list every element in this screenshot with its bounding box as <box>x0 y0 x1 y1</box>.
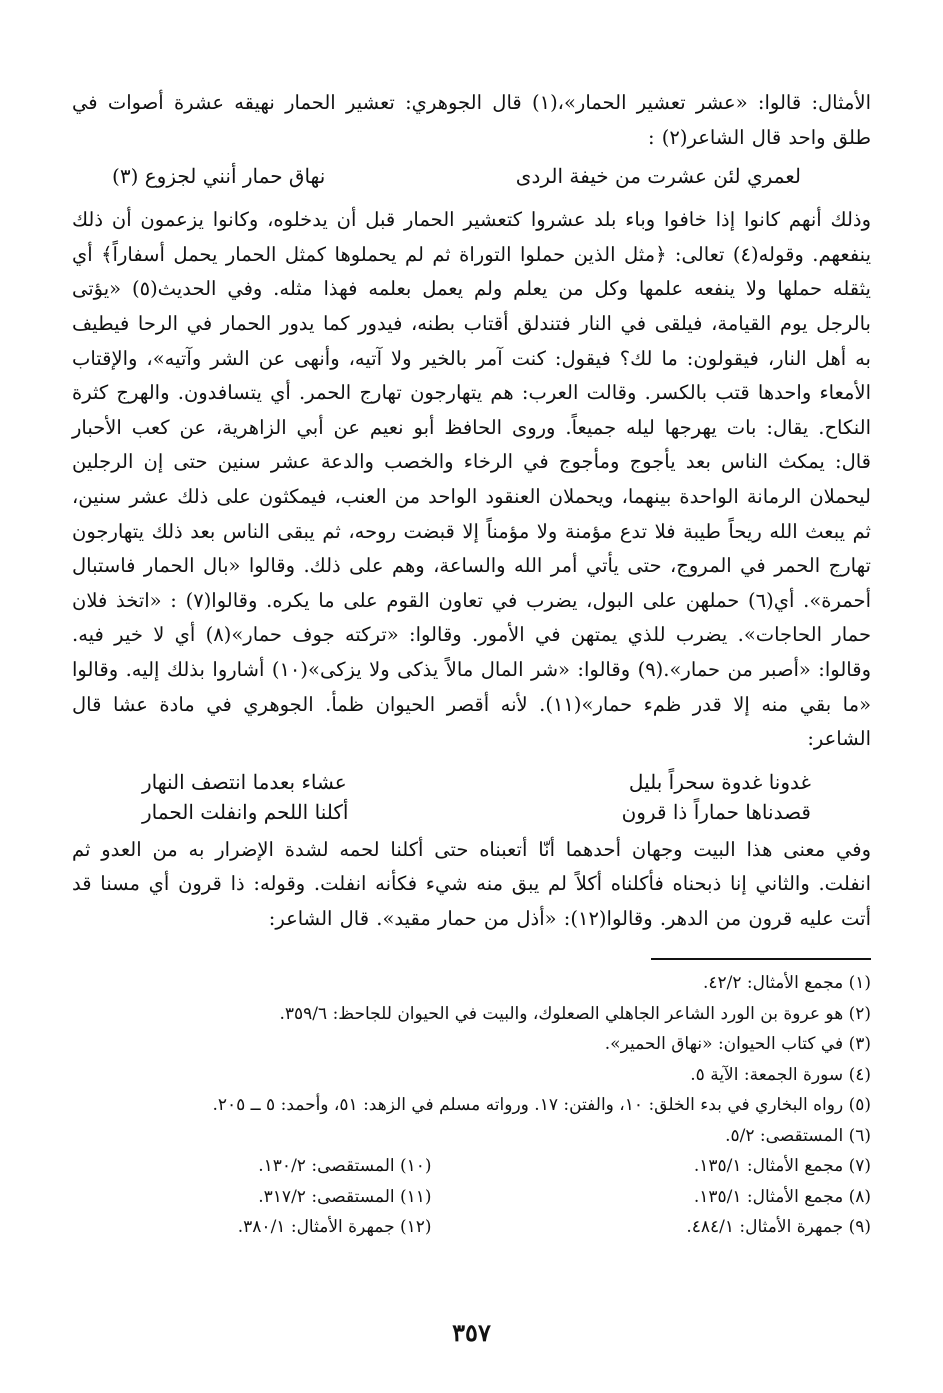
verse-one-first-hemistich: لعمري لئن عشرت من خيفة الردى <box>515 164 801 189</box>
footnote-10: (١٠) المستقصى: ١٣٠/٢. <box>258 1156 432 1177</box>
footnotes <box>72 968 871 1243</box>
footnote-4: (٤) سورة الجمعة: الآية ٥. <box>690 1064 871 1085</box>
footnote-8: (٨) مجمع الأمثال: ١٣٥/١. <box>693 1186 871 1207</box>
paragraph-main: وذلك أنهم كانوا إذا خافوا وباء بلد عشروا كتعشير الحمار قبل أن يدخلوه، وكانوا يزعمون أن ذلك ينفعهم. وقوله(٤) تعالى: ﴿مثل الذين حملوا التوراة ثم لم يحملوها كمثل الحمار يحمل أسفاراً﴾ أي يثقله حملها ولا ينفعه علمها وكل من يعلم ولم يعمل بعلمه فهذا مثله. وفي الحديث(٥) «يؤتى بالرجل يوم القيامة، فيلقى في النار فتندلق أقتاب بطنه، فيدور كما يدور الحمار في الرحا فيطيف به أهل النار، فيقولون: ما لك؟ فيقول: كنت آمر بالخير ولا آتيه، وأنهى عن الشر وآتيه»، والإقتاب الأمعاء واحدها قتب بالكسر. وقالت العرب: هم يتهارجون تهارج الحمر. أي يتسافدون. والهرج كثرة النكاح. يقال: بات يهرجها ليله جميعاً. وروى الحافظ أبو نعيم عن أبي الزاهرية، عن كعب الأحبار قال: يمكث الناس بعد يأجوج ومأجوج في الرخاء والخصب والدعة عشر سنين حتى إن الرجلين ليحملان الرمانة الواحدة بينهما، ويحملان العنقود الواحد من العنب، فيمكثون على ذلك عشر سنين، ثم يبعث الله ريحاً طيبة فلا تدع مؤمنة ولا مؤمناً إلا قبضت روحه، ثم يبقى الناس بعد ذلك يتهارجون تهارج الحمر في المروج، حتى يأتي أمر الله والساعة، وهم على ذلك. وقالوا «بال الحمار فاستبال أحمرة». أي(٦) حملهن على البول، يضرب في تعاون القوم على ما يكره. وقالوا(٧) : «اتخذ فلان حمار الحاجات». يضرب للذي يمتهن في الأمور. وقالوا: «تركته جوف حمار»(٨) أي لا خير فيه. وقالوا: «أصبر من حمار».(٩) وقالوا: «شر المال مالاً يذكى ولا يزكى»(١٠) أشاروا بذلك إليه. وقالوا «ما بقي منه إلا قدر ظمء حمار»(١١). لأنه أقصر الحيوان ظمأ. الجوهري في مادة عشا قال الشاعر: <box>72 208 871 751</box>
couplet-line-2-second: أكلنا اللحم وانفلت الحمار <box>142 799 349 824</box>
verse-one-second-hemistich: نهاق حمار أنني لجزوع (٣) <box>112 164 326 189</box>
footnote-7: (٧) مجمع الأمثال: ١٣٥/١. <box>693 1156 871 1177</box>
couplet-line-2-first: قصدناها حماراً ذا قرون <box>621 799 811 824</box>
paragraph-explanation: وفي معنى هذا البيت وجهان أحدهما أنّا أتعبناه حتى أكلنا لحمه لشدة الإضرار به من العدو ثم انفلت. والثاني إنا ذبحناه فأكلناه أكلاً لم يبق منه شيء فكأنه انفلت. وقوله: ذا قرون أي مسنا قد أتت عليه قرون من الدهر. وقالوا(١٢): «أذل من حمار مقيد». قال الشاعر: <box>72 837 871 930</box>
couplet-line-1-second: عشاء بعدما انتصف النهار <box>142 769 347 794</box>
footnote-5: (٥) رواه البخاري في بدء الخلق: ١٠، والفتن: ١٧. ورواته مسلم في الزهد: ٥١، وأحمد: ٥ ــ ٢٠٥. <box>212 1095 871 1116</box>
footnote-separator <box>651 958 871 960</box>
couplet-line-2 <box>72 797 871 827</box>
footnote-9: (٩) جمهرة الأمثال: ٤٨٤/١. <box>686 1217 871 1238</box>
footnote-row-8-11 <box>72 1182 871 1213</box>
footnote-row-9-12 <box>72 1212 871 1243</box>
paragraph-proverbs-intro: الأمثال: قالوا: «عشر تعشير الحمار»،(١) قال الجوهري: تعشير الحمار نهيقه عشرة أصوات في طلق واحد قال الشاعر(٢) : <box>72 91 871 149</box>
footnote-1: (١) مجمع الأمثال: ٤٢/٢. <box>702 973 871 994</box>
footnote-6: (٦) المستقصى: ٥/٢. <box>725 1125 871 1146</box>
footnote-3: (٣) في كتاب الحيوان: «نهاق الحمير». <box>604 1034 871 1055</box>
verse-one <box>72 159 871 203</box>
verse-couplet <box>72 767 871 827</box>
page-body <box>72 86 871 1243</box>
footnote-11: (١١) المستقصى: ٣١٧/٢. <box>258 1186 432 1207</box>
page-number: ٣٥٧ <box>452 1318 491 1347</box>
couplet-line-1 <box>72 767 871 797</box>
footnote-2: (٢) هو عروة بن الورد الشاعر الجاهلي الصعلوك، والبيت في الحيوان للجاحظ: ٣٥٩/٦. <box>279 1003 871 1024</box>
footnote-12: (١٢) جمهرة الأمثال: ٣٨٠/١. <box>237 1217 432 1238</box>
footnote-row-7-10 <box>72 1151 871 1182</box>
couplet-line-1-first: غدونا غدوة سحراً بليل <box>628 769 811 794</box>
